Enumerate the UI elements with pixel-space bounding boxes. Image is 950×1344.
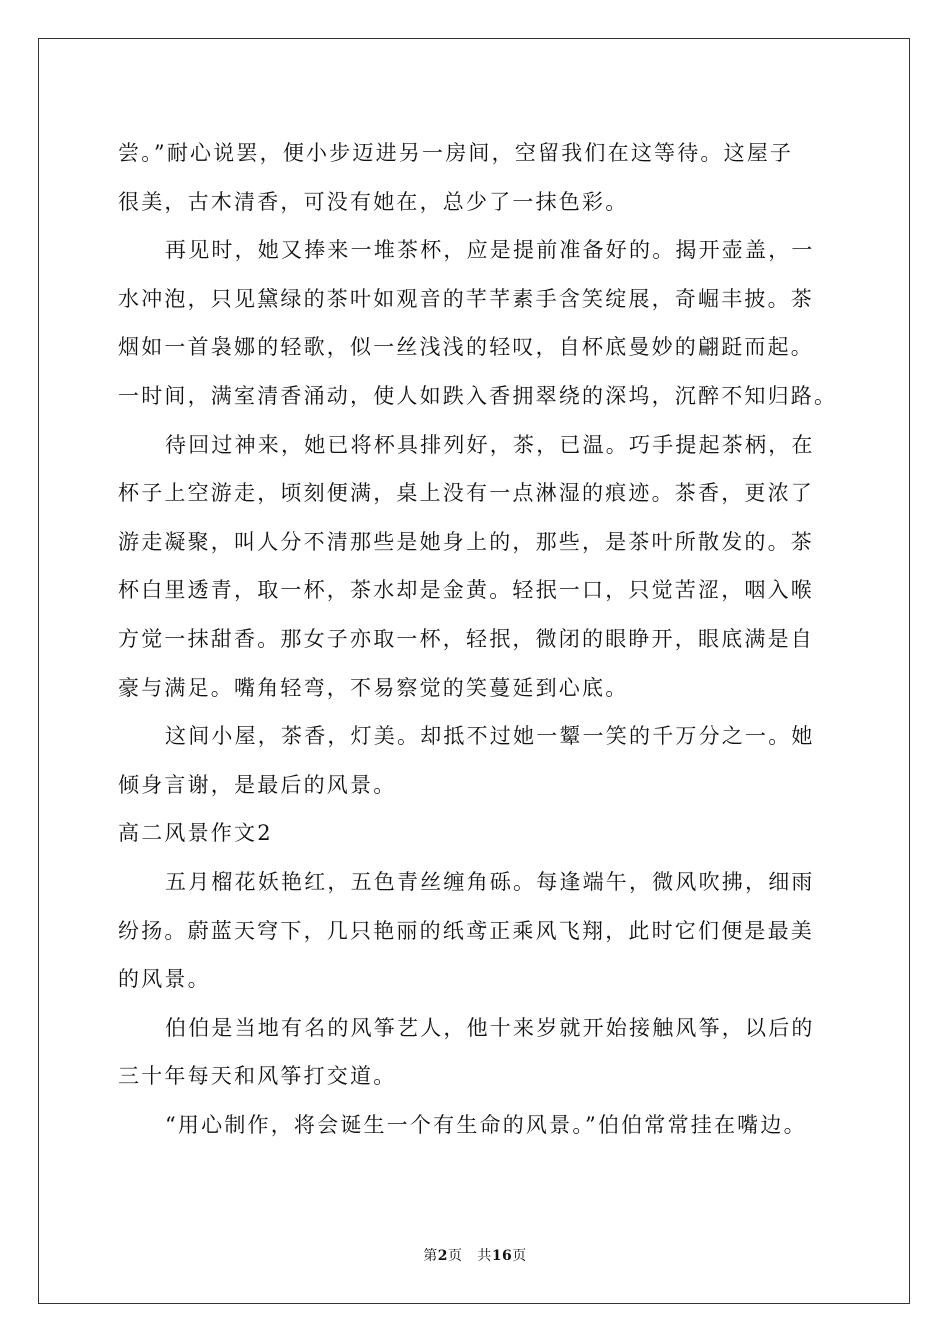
total-prefix: 共 xyxy=(477,1248,492,1264)
text-line: 尝。”耐心说罢，便小步迈进另一房间，空留我们在这等待。这屋子 xyxy=(118,141,794,165)
paragraph-start: 这间小屋，茶香，灯美。却抵不过她一颦一笑的千万分之一。她 xyxy=(165,724,815,749)
text-line: 方觉一抹甜香。那女子亦取一杯，轻抿，微闭的眼睁开，眼底满是自 xyxy=(118,626,814,651)
text-line: 豪与满足。嘴角轻弯，不易察觉的笑蔓延到心底。 xyxy=(118,675,629,700)
text-line: 水冲泡，只见黛绿的茶叶如观音的芊芊素手含笑绽展，奇崛丰披。茶 xyxy=(118,286,814,311)
text-line: 一时间，满室清香涌动，使人如跌入香拥翠绕的深坞，沉醉不知归路。 xyxy=(118,383,838,408)
paragraph-start: 再见时，她又捧来一堆茶杯，应是提前准备好的。揭开壶盖，一 xyxy=(165,238,815,263)
paragraph-start: 伯伯是当地有名的风筝艺人，他十来岁就开始接触风筝，以后的 xyxy=(165,1015,815,1040)
section-heading: 高二风景作文2 xyxy=(118,821,273,846)
text-line: 倾身言谢，是最后的风景。 xyxy=(118,772,397,797)
text-line: 纷扬。蔚蓝天穹下，几只艳丽的纸鸢正乘风飞翔，此时它们便是最美 xyxy=(118,918,814,943)
paragraph-start: 待回过神来，她已将杯具排列好，茶，已温。巧手提起茶柄，在 xyxy=(165,432,815,457)
text-line: 很美，古木清香，可没有她在，总少了一抹色彩。 xyxy=(118,189,629,214)
page-suffix: 页 xyxy=(447,1248,463,1264)
text-line: 烟如一首袅娜的轻歌，似一丝浅浅的轻叹，自杯底曼妙的翩跹而起。 xyxy=(118,335,814,360)
paragraph-start: 五月榴花妖艳红，五色青丝缠角砾。每逢端午，微风吹拂，细雨 xyxy=(165,869,815,894)
paragraph-start: “用心制作，将会诞生一个有生命的风景。”伯伯常常挂在嘴边。 xyxy=(165,1112,807,1137)
text-line: 杯子上空游走，顷刻便满，桌上没有一点淋湿的痕迹。茶香，更浓了 xyxy=(118,481,814,506)
text-line: 三十年每天和风筝打交道。 xyxy=(118,1064,397,1089)
total-pages: 16 xyxy=(491,1248,513,1264)
page-prefix: 第 xyxy=(423,1248,438,1264)
document-body xyxy=(118,129,838,1149)
page-footer xyxy=(0,1245,950,1265)
text-line: 的风景。 xyxy=(118,967,211,992)
text-line: 杯白里透青，取一杯，茶水却是金黄。轻抿一口，只觉苦涩，咽入喉 xyxy=(118,578,814,603)
page-number: 2 xyxy=(437,1248,448,1264)
text-line: 游走凝聚，叫人分不清那些是她身上的，那些，是茶叶所散发的。茶 xyxy=(118,529,814,554)
total-suffix: 页 xyxy=(512,1248,527,1264)
